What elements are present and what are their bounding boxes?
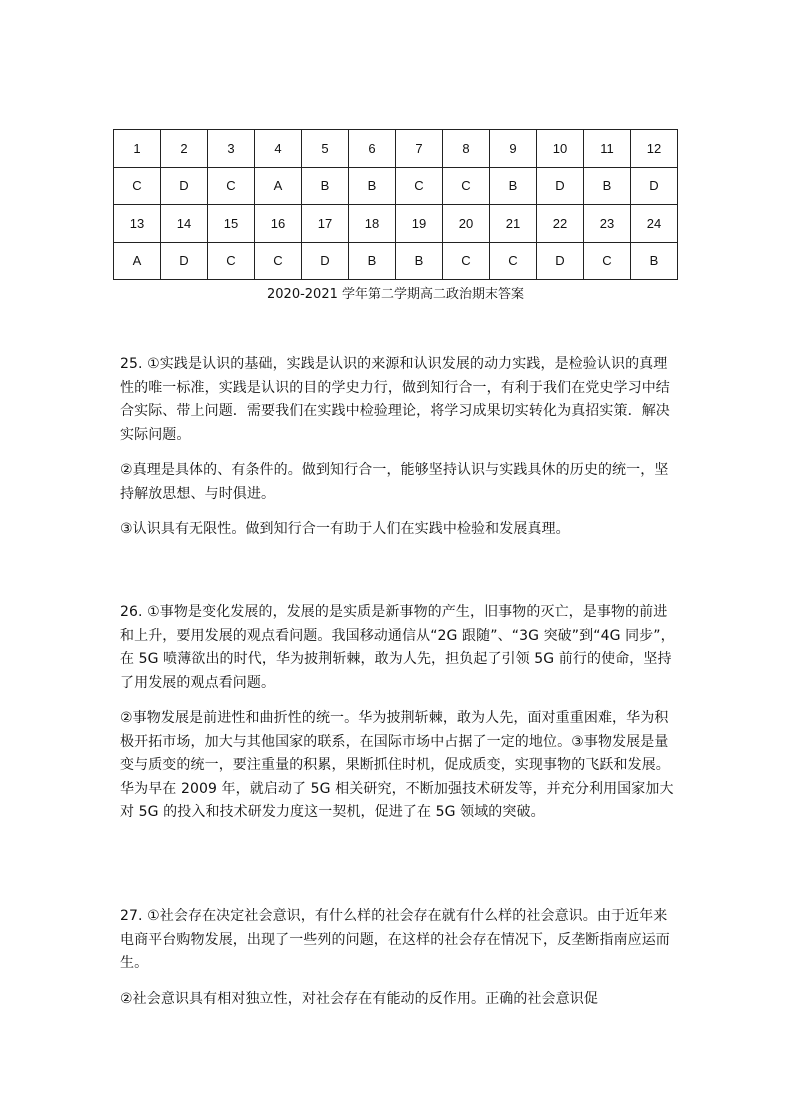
- answer-cell: C: [443, 167, 490, 205]
- table-row: [114, 205, 678, 243]
- question-number-cell: 10: [537, 130, 584, 168]
- question-number-cell: 14: [161, 205, 208, 243]
- question-number-cell: 21: [490, 205, 537, 243]
- document-title: 2020-2021 学年第二学期高二政治期末答案: [267, 287, 524, 302]
- answer-paragraph: 27. ①社会存在决定社会意识，有什么样的社会存在就有什么样的社会意识。由于近年来电商平台购物发展，出现了一些列的问题，在这样的社会存在情况下，反垄断指南应运而生。: [120, 908, 670, 971]
- answer-paragraph: ②事物发展是前进性和曲折性的统一。华为披荆斩棘，敢为人先，面对重重困难，华为积极开拓市场，加大与其他国家的联系，在国际市场中占据了一定的地位。③事物发展是量变与质变的统一，要注重量的积累，果断抓住时机，促成质变，实现事物的飞跃和发展。华为早在 2009 年，就启动了 5G 相关研究，不断加强技术研发等，并充分利用国家加大对 5G 的投入和技术研发力度这一契机，促进了在 5G 领域的突破。: [120, 710, 674, 820]
- table-row: [114, 130, 678, 168]
- answer-cell: C: [490, 242, 537, 280]
- answer-cell: D: [161, 167, 208, 205]
- answer-paragraph: ③认识具有无限性。做到知行合一有助于人们在实践中检验和发展真理。: [120, 521, 570, 537]
- answer-cell: C: [114, 167, 161, 205]
- question-number-cell: 13: [114, 205, 161, 243]
- answer-cell: D: [631, 167, 678, 205]
- answer-cell: B: [584, 167, 631, 205]
- question-number-cell: 16: [255, 205, 302, 243]
- question-number-cell: 22: [537, 205, 584, 243]
- question-number-cell: 12: [631, 130, 678, 168]
- answer-27-block: [120, 905, 678, 1023]
- answer-cell: A: [255, 167, 302, 205]
- answer-cell: B: [490, 167, 537, 205]
- question-number-cell: 24: [631, 205, 678, 243]
- question-number-cell: 8: [443, 130, 490, 168]
- question-number-cell: 23: [584, 205, 631, 243]
- question-number-cell: 3: [208, 130, 255, 168]
- question-number-cell: 20: [443, 205, 490, 243]
- answer-paragraph: 26. ①事物是变化发展的，发展的是实质是新事物的产生，旧事物的灭亡，是事物的前进和上升，要用发展的观点看问题。我国移动通信从“2G 跟随”、“3G 突破”到“4G 同步”，在 5G 喷薄欲出的时代，华为披荆斩棘，敢为人先，担负起了引领 5G 前行的使命，坚持了用发展的观点看问题。: [120, 604, 675, 691]
- answer-cell: C: [584, 242, 631, 280]
- answer-table: [113, 129, 678, 280]
- answer-26-block: [120, 601, 678, 837]
- answer-paragraph: ②社会意识具有相对独立性，对社会存在有能动的反作用。正确的社会意识促: [120, 990, 598, 1007]
- question-number-cell: 19: [396, 205, 443, 243]
- answer-cell: C: [443, 242, 490, 280]
- answer-cell: C: [208, 167, 255, 205]
- question-number-cell: 7: [396, 130, 443, 168]
- answer-cell: B: [349, 242, 396, 280]
- question-number-cell: 4: [255, 130, 302, 168]
- question-number-cell: 18: [349, 205, 396, 243]
- answer-cell: D: [537, 242, 584, 280]
- answer-paragraph: ②真理是具体的、有条件的。做到知行合一，能够坚持认识与实践具休的历史的统一，坚持解放思想、与时俱进。: [120, 462, 669, 502]
- answer-25-block: [120, 353, 678, 554]
- answer-cell: C: [255, 242, 302, 280]
- answer-cell: C: [208, 242, 255, 280]
- table-row: [114, 242, 678, 280]
- answer-cell: B: [349, 167, 396, 205]
- answer-cell: B: [396, 242, 443, 280]
- answer-cell: B: [302, 167, 349, 205]
- answer-cell: D: [302, 242, 349, 280]
- question-number-cell: 5: [302, 130, 349, 168]
- question-number-cell: 17: [302, 205, 349, 243]
- question-number-cell: 11: [584, 130, 631, 168]
- question-number-cell: 9: [490, 130, 537, 168]
- answer-paragraph: 25. ①实践是认识的基础，实践是认识的来源和认识发展的动力实践，是检验认识的真理性的唯一标准，实践是认识的目的学史力行，做到知行合一，有利于我们在党史学习中结合实际、带上问题．需要我们在实践中检验理论，将学习成果切实转化为真招实策．解决实际问题。: [120, 356, 670, 443]
- question-number-cell: 15: [208, 205, 255, 243]
- answer-cell: C: [396, 167, 443, 205]
- answer-cell: D: [537, 167, 584, 205]
- answer-cell: A: [114, 242, 161, 280]
- question-number-cell: 6: [349, 130, 396, 168]
- table-row: [114, 167, 678, 205]
- question-number-cell: 1: [114, 130, 161, 168]
- answer-cell: D: [161, 242, 208, 280]
- question-number-cell: 2: [161, 130, 208, 168]
- answer-cell: B: [631, 242, 678, 280]
